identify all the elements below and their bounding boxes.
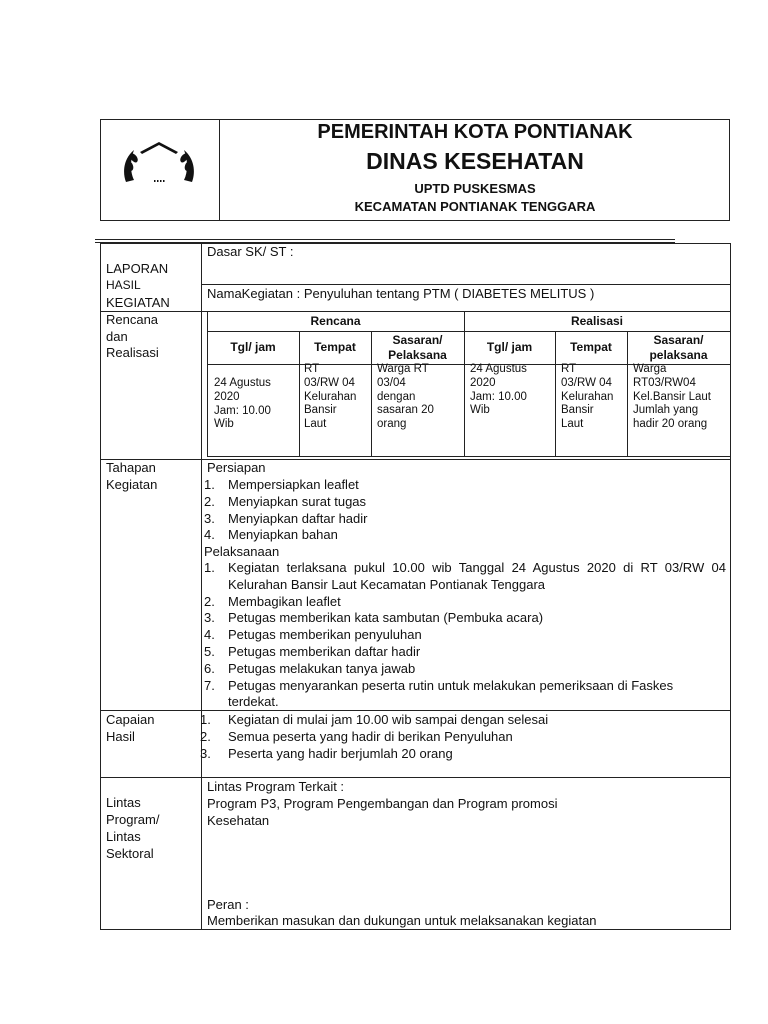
rencana-sasaran: Warga RT 03/04 dengan sasaran 20 orang [377, 363, 434, 431]
list-item: 3. Petugas memberikan kata sambutan (Pembuka acara) [204, 610, 544, 626]
rencana-title: Rencana [310, 314, 361, 328]
label-capaian: Capaian Hasil [106, 712, 155, 744]
peran-text: Memberikan masukan dan dukungan untuk melaksanakan kegiatan [207, 913, 597, 928]
header-department: DINAS KESEHATAN [366, 148, 584, 174]
list-item: 2. Menyiapkan surat tugas [204, 493, 367, 509]
realisasi-tempat: RT 03/RW 04 Kelurahan Bansir Laut [561, 363, 614, 431]
garuda-wreath-logo-icon [118, 136, 200, 192]
col-sasaran-rencana: Sasaran/ Pelaksana [388, 333, 447, 362]
col-tempat-realisasi: Tempat [570, 340, 612, 354]
col-tgl-realisasi: Tgl/ jam [486, 340, 533, 354]
pelaksanaan-list [204, 560, 726, 711]
peran-title: Peran : [207, 897, 249, 912]
col-sasaran-realisasi: Sasaran/ pelaksana [649, 333, 708, 362]
lintas-text: Program P3, Program Pengembangan dan Program promosi Kesehatan [207, 796, 558, 828]
list-item: 2. Membagikan leaflet [204, 593, 341, 609]
persiapan-list [204, 477, 726, 544]
rencana-tgl: 24 Agustus 2020 Jam: 10.00 Wib [214, 377, 271, 431]
capaian-list [200, 712, 726, 762]
header-district: KECAMATAN PONTIANAK TENGGARA [354, 199, 596, 214]
label-rencana-realisasi: Rencana dan Realisasi [106, 312, 159, 360]
list-item: 1. Mempersiapkan leaflet [204, 477, 359, 492]
dasar-sk: Dasar SK/ ST : [207, 244, 294, 259]
realisasi-tgl: 24 Agustus 2020 Jam: 10.00 Wib [470, 363, 527, 417]
list-item: 4. Menyiapkan bahan [204, 527, 338, 543]
label-lintas: Lintas Program/ Lintas Sektoral [106, 795, 160, 861]
header-rule [95, 239, 675, 240]
list-item: 3. Menyiapkan daftar hadir [204, 510, 368, 526]
pelaksanaan-title: Pelaksanaan [204, 544, 280, 559]
nama-kegiatan: NamaKegiatan : Penyuluhan tentang PTM ( DIABETES MELITUS ) [207, 286, 595, 301]
lintas-title: Lintas Program Terkait : [207, 779, 345, 794]
realisasi-sasaran: Warga RT03/RW04 Kel.Bansir Laut Jumlah yang hadir 20 orang [633, 363, 711, 431]
list-item: 5. Petugas memberikan daftar hadir [204, 643, 421, 659]
label-laporan: LAPORAN HASIL KEGIATAN [106, 261, 170, 310]
col-tempat-rencana: Tempat [314, 340, 356, 354]
label-tahapan: Tahapan Kegiatan [106, 460, 158, 492]
col-tgl-rencana: Tgl/ jam [230, 340, 276, 354]
header-unit: UPTD PUSKESMAS [414, 181, 536, 196]
persiapan-title: Persiapan [207, 460, 266, 475]
header-government: PEMERINTAH KOTA PONTIANAK [317, 121, 633, 143]
list-item: 7. Petugas menyarankan peserta rutin untuk melakukan pemeriksaan di Faskes terdekat. [204, 677, 674, 710]
list-item: 1. Kegiatan di mulai jam 10.00 wib sampai dengan selesai [200, 712, 549, 727]
realisasi-title: Realisasi [570, 314, 624, 328]
list-item: 3. Peserta yang hadir berjumlah 20 orang [200, 745, 453, 761]
list-item: 4. Petugas memberikan penyuluhan [204, 627, 422, 643]
list-item: 6. Petugas melakukan tanya jawab [204, 660, 416, 676]
list-item: 2. Semua peserta yang hadir di berikan Penyuluhan [200, 728, 513, 744]
list-item: 1. Kegiatan terlaksana pukul 10.00 wib Tanggal 24 Agustus 2020 di RT 03/RW 04 Kelurahan Bansir Laut Kecamatan Pontianak Tenggara [204, 560, 726, 592]
rencana-tempat: RT 03/RW 04 Kelurahan Bansir Laut [304, 363, 357, 431]
